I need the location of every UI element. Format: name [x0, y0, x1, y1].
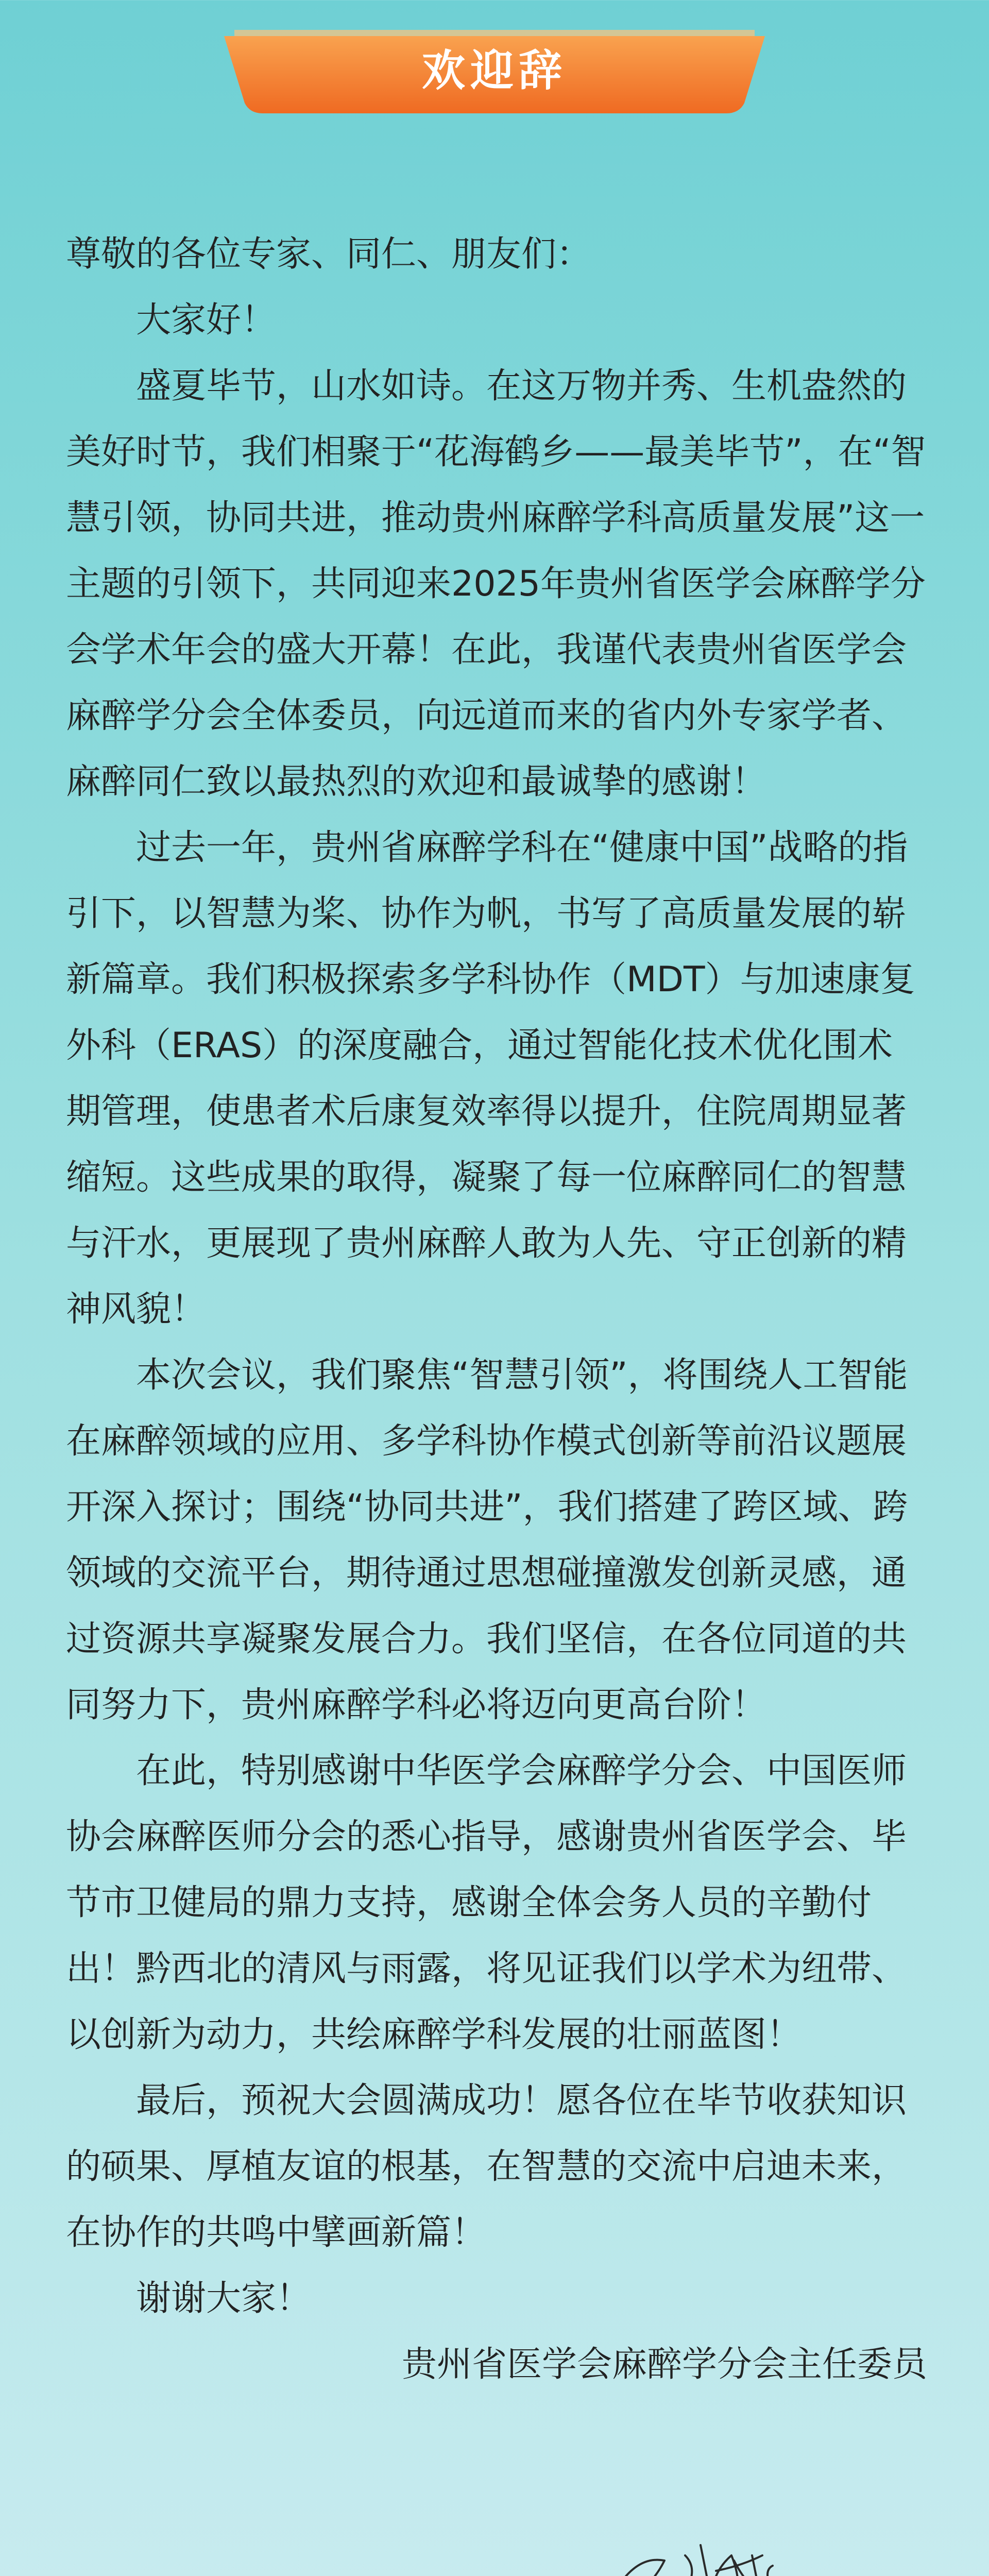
letter-salutation: 尊敬的各位专家、同仁、朋友们：	[66, 234, 592, 275]
letter-closing: 谢谢大家！	[136, 2278, 312, 2319]
letter-paragraph: 本次会议，我们聚焦“智慧引领”，将围绕人工智能在麻醉领域的应用、多学科协作模式创新等前沿议题展开深入探讨；围绕“协同共进”，我们搭建了跨区域、跨领域的交流平台，期待通过思想碰撞激发创新灵感，通过资源共享凝聚发展合力。我们坚信，在各位同道的共同努力下，贵州麻醉学科必将迈向更高台阶！	[66, 1355, 908, 1725]
letter-paragraph: 在此，特别感谢中华医学会麻醉学分会、中国医师协会麻醉医师分会的悉心指导，感谢贵州省医学会、毕节市卫健局的鼎力支持，感谢全体会务人员的辛勤付出！黔西北的清风与雨露，将见证我们以学术为纽带、以创新为动力，共绘麻醉学科发展的壮丽蓝图！	[66, 1751, 907, 2055]
welcome-letter	[66, 222, 927, 2398]
letter-greeting: 大家好！	[136, 300, 277, 341]
title-banner	[224, 26, 765, 116]
letter-paragraph: 盛夏毕节，山水如诗。在这万物并秀、生机盎然的美好时节，我们相聚于“花海鹤乡——最美毕节”，在“智慧引领，协同共进，推动贵州麻醉学科高质量发展”这一主题的引领下，共同迎来2025年贵州省医学会麻醉学分会学术年会的盛大开幕！在此，我谨代表贵州省医学会麻醉学分会全体委员，向远道而来的省内外专家学者、麻醉同仁致以最热烈的欢迎和最诚挚的感谢！	[66, 366, 926, 802]
page-title: 欢迎辞	[421, 45, 567, 96]
letter-paragraph: 过去一年，贵州省麻醉学科在“健康中国”战略的指引下，以智慧为桨、协作为帆，书写了高质量发展的崭新篇章。我们积极探索多学科协作（MDT）与加速康复外科（ERAS）的深度融合，通过智能化技术优化围术期管理，使患者术后康复效率得以提升，住院周期显著缩短。这些成果的取得，凝聚了每一位麻醉同仁的智慧与汗水，更展现了贵州麻醉人敢为人先、守正创新的精神风貌！	[66, 827, 915, 1330]
handwritten-signature	[608, 2524, 958, 2576]
letter-paragraph: 最后，预祝大会圆满成功！愿各位在毕节收获知识的硕果、厚植友谊的根基，在智慧的交流中启迪未来，在协作的共鸣中擘画新篇！	[66, 2080, 907, 2253]
letter-signer: 贵州省医学会麻醉学分会主任委员	[401, 2344, 927, 2385]
